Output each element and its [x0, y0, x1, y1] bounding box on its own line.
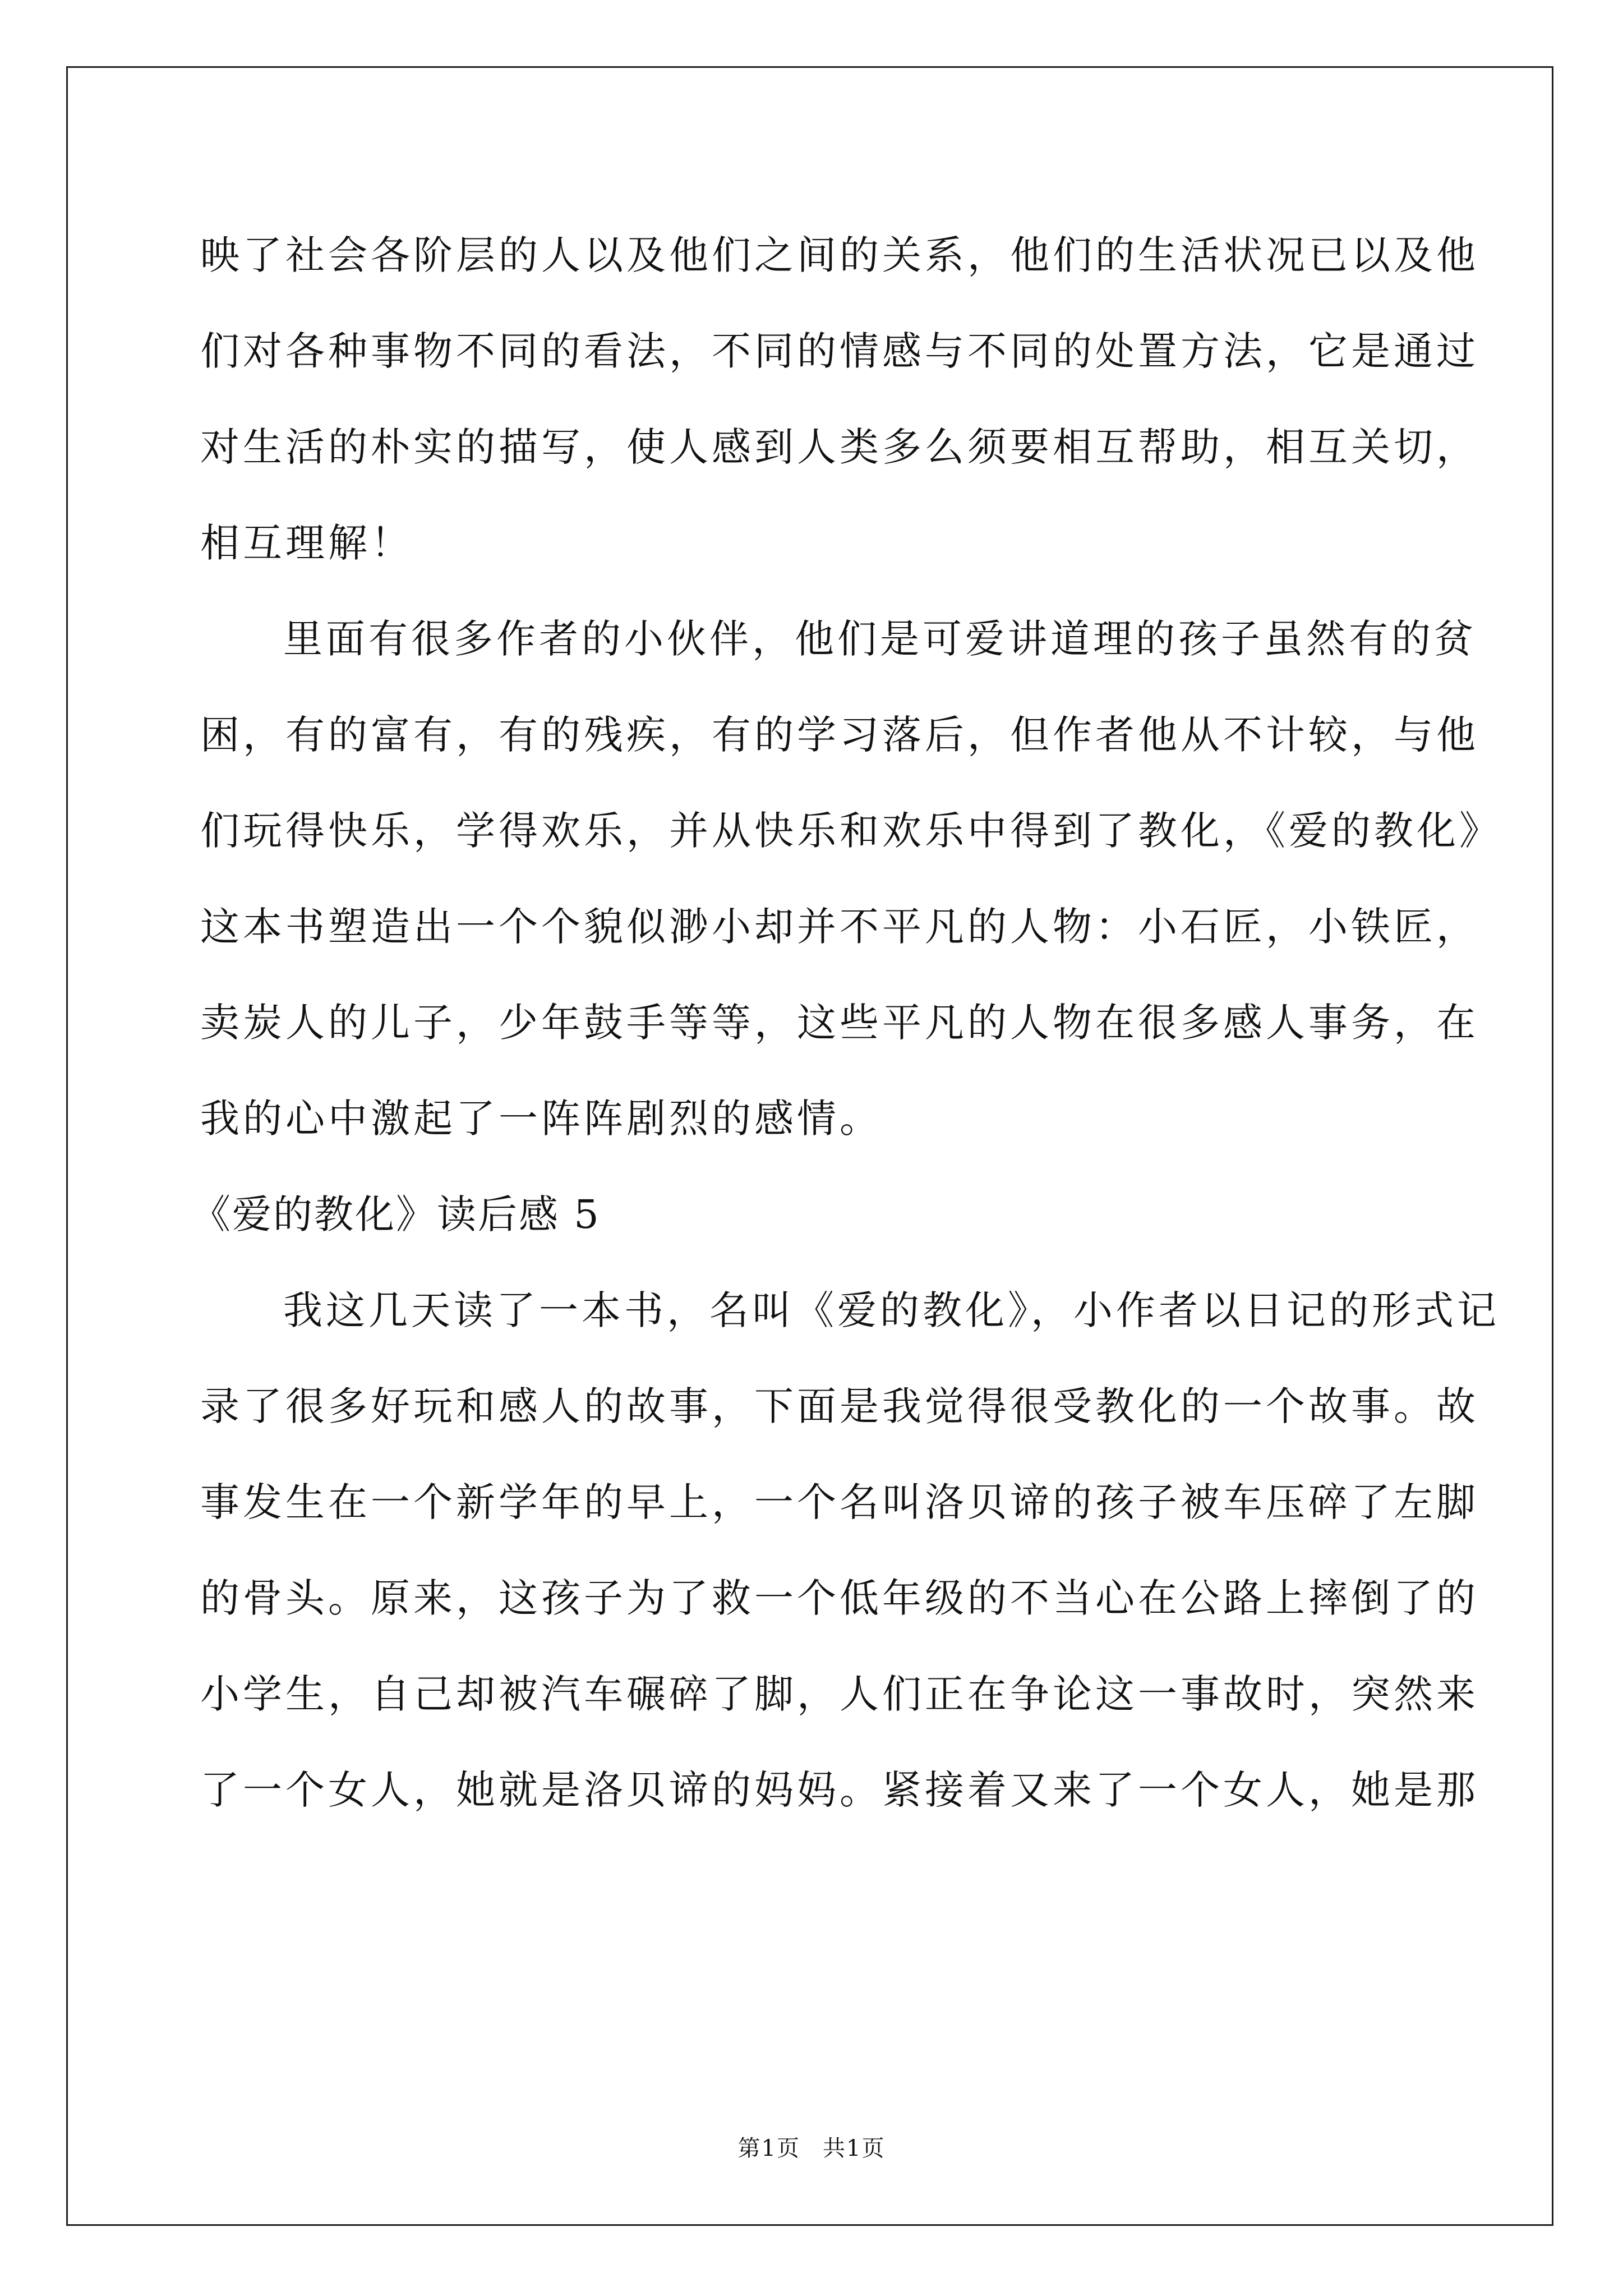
- text-line: 对生活的朴实的描写，使人感到人类多么须要相互帮助，相互关切，: [200, 424, 1479, 470]
- text-line: 录了很多好玩和感人的故事，下面是我觉得很受教化的一个故事。故: [200, 1383, 1479, 1429]
- document-body: [191, 208, 1502, 1838]
- text-line: 事发生在一个新学年的早上，一个名叫洛贝谛的孩子被车压碎了左脚: [200, 1479, 1479, 1525]
- text-line: 这本书塑造出一个个貌似渺小却并不平凡的人物：小石匠，小铁匠，: [200, 904, 1479, 950]
- text-line: 了一个女人，她就是洛贝谛的妈妈。紧接着又来了一个女人，她是那: [200, 1767, 1479, 1813]
- page-footer: [0, 2132, 1623, 2165]
- text-line: 映了社会各阶层的人以及他们之间的关系，他们的生活状况已以及他: [200, 232, 1479, 278]
- paragraph-first-line: 我这几天读了一本书，名叫《爱的教化》，小作者以日记的形式记: [283, 1287, 1500, 1333]
- text-line: 的骨头。原来，这孩子为了救一个低年级的不当心在公路上摔倒了的: [200, 1575, 1479, 1621]
- page-total: 共1页: [823, 2136, 886, 2161]
- page-number: 第1页: [737, 2136, 800, 2161]
- text-line: 们对各种事物不同的看法，不同的情感与不同的处置方法，它是通过: [200, 328, 1479, 374]
- text-line: 们玩得快乐，学得欢乐，并从快乐和欢乐中得到了教化，《爱的教化》: [200, 808, 1502, 854]
- text-line: 小学生，自己却被汽车碾碎了脚，人们正在争论这一事故时，突然来: [200, 1671, 1479, 1717]
- text-line: 我的心中激起了一阵阵剧烈的感情。: [200, 1096, 882, 1142]
- text-line: 相互理解！: [200, 520, 413, 566]
- text-line: 困，有的富有，有的残疾，有的学习落后，但作者他从不计较，与他: [200, 712, 1479, 758]
- paragraph-first-line: 里面有很多作者的小伙伴，他们是可爱讲道理的孩子虽然有的贫: [283, 616, 1477, 662]
- text-line: 卖炭人的儿子，少年鼓手等等，这些平凡的人物在很多感人事务，在: [200, 1000, 1479, 1046]
- section-heading: 《爱的教化》读后感 5: [191, 1191, 601, 1237]
